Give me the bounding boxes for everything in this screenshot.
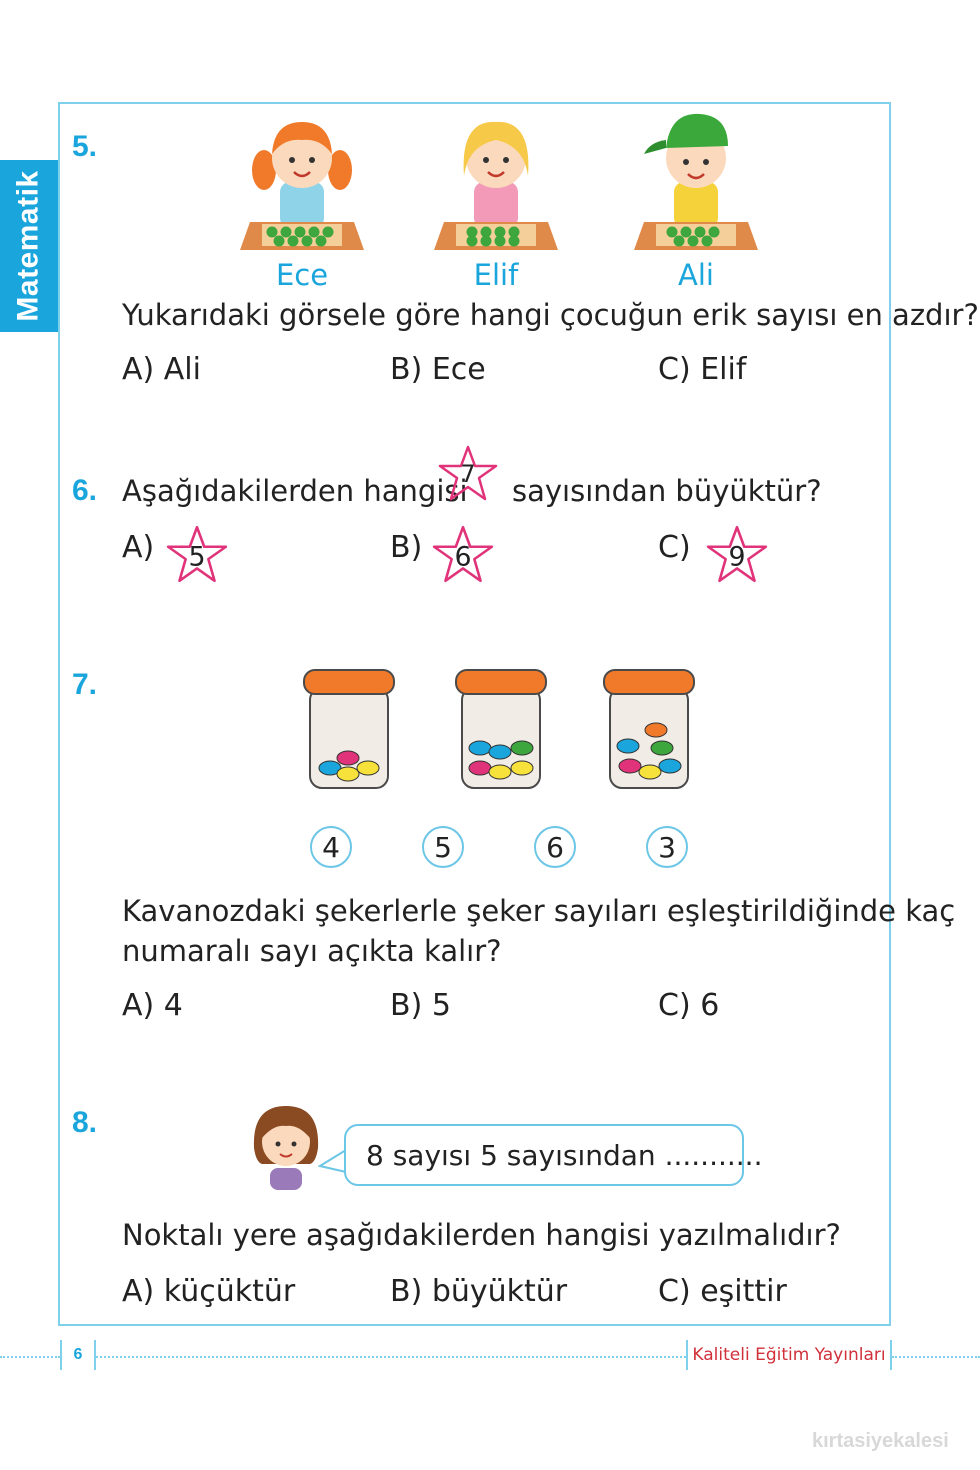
q8-option-b[interactable]: B) büyüktür: [390, 1274, 568, 1309]
question-7-number: 7.: [72, 668, 98, 701]
q5-option-c[interactable]: C) Elif: [658, 352, 747, 387]
q6-option-c-star-icon[interactable]: [704, 524, 770, 586]
q6-option-b-star-icon[interactable]: [430, 524, 496, 586]
speech-bubble: [344, 1124, 763, 1186]
q8-option-c[interactable]: C) eşittir: [658, 1274, 787, 1309]
q7-number-circle-4: 3: [646, 826, 688, 868]
jar-2: [456, 670, 546, 788]
q6-option-b-letter[interactable]: B): [390, 530, 423, 565]
q7-number-circle-3: 6: [534, 826, 576, 868]
question-7-text-line-1: Kavanozdaki şekerlerle şeker sayıları eşleştirildiğinde kaç: [122, 894, 956, 928]
jar-1: [304, 670, 394, 788]
q7-number-circle-1: 4: [310, 826, 352, 868]
question-5-text: Yukarıdaki görsele göre hangi çocuğun erik sayısı en azdır?: [122, 298, 979, 332]
footer-divider-left: [0, 1356, 60, 1358]
page-number: 6: [60, 1340, 96, 1370]
q7-number-circle-2: 5: [422, 826, 464, 868]
child-name-elif: Elif: [473, 258, 519, 292]
q6-option-a-star-icon[interactable]: [164, 524, 230, 586]
q7-option-c[interactable]: C) 6: [658, 988, 720, 1023]
subject-tab-label: Matematik: [12, 170, 45, 322]
publisher-name: Kaliteli Eğitim Yayınları: [686, 1340, 892, 1370]
q6-reference-number: 7: [460, 460, 476, 488]
question-8-number: 8.: [72, 1106, 98, 1139]
q6-option-c-letter[interactable]: C): [658, 530, 691, 565]
child-name-ece: Ece: [275, 258, 329, 292]
footer-divider-middle: [96, 1356, 686, 1358]
jar-3: [604, 670, 694, 788]
q6-option-a-letter[interactable]: A): [122, 530, 155, 565]
question-6-number: 6.: [72, 474, 98, 507]
q5-option-a[interactable]: A) Ali: [122, 352, 201, 387]
watermark: kırtasiyekalesi: [812, 1430, 949, 1452]
child-name-ali: Ali: [678, 258, 714, 292]
q6-option-a-value: 5: [188, 541, 206, 573]
q8-girl-avatar: [250, 1102, 322, 1190]
q5-option-b[interactable]: B) Ece: [390, 352, 486, 387]
speech-bubble-text: 8 sayısı 5 sayısından ...........: [366, 1138, 763, 1172]
q5-children-illustration: [230, 110, 790, 262]
q7-option-b[interactable]: B) 5: [390, 988, 451, 1023]
question-7-text-line-2: numaralı sayı açıkta kalır?: [122, 934, 502, 968]
q6-reference-star-icon: [436, 444, 500, 504]
q6-option-c-value: 9: [728, 541, 746, 573]
footer-divider-right: [892, 1356, 980, 1358]
q7-candy-jars-illustration: [300, 662, 700, 796]
question-5-number: 5.: [72, 130, 98, 163]
q7-option-a[interactable]: A) 4: [122, 988, 183, 1023]
question-6-text-before: Aşağıdakilerden hangisi: [122, 474, 468, 508]
subject-tab: [0, 160, 58, 332]
q6-option-b-value: 6: [454, 541, 472, 573]
question-8-text: Noktalı yere aşağıdakilerden hangisi yazılmalıdır?: [122, 1218, 841, 1252]
q8-option-a[interactable]: A) küçüktür: [122, 1274, 296, 1309]
question-6-text-after: sayısından büyüktür?: [512, 474, 822, 508]
